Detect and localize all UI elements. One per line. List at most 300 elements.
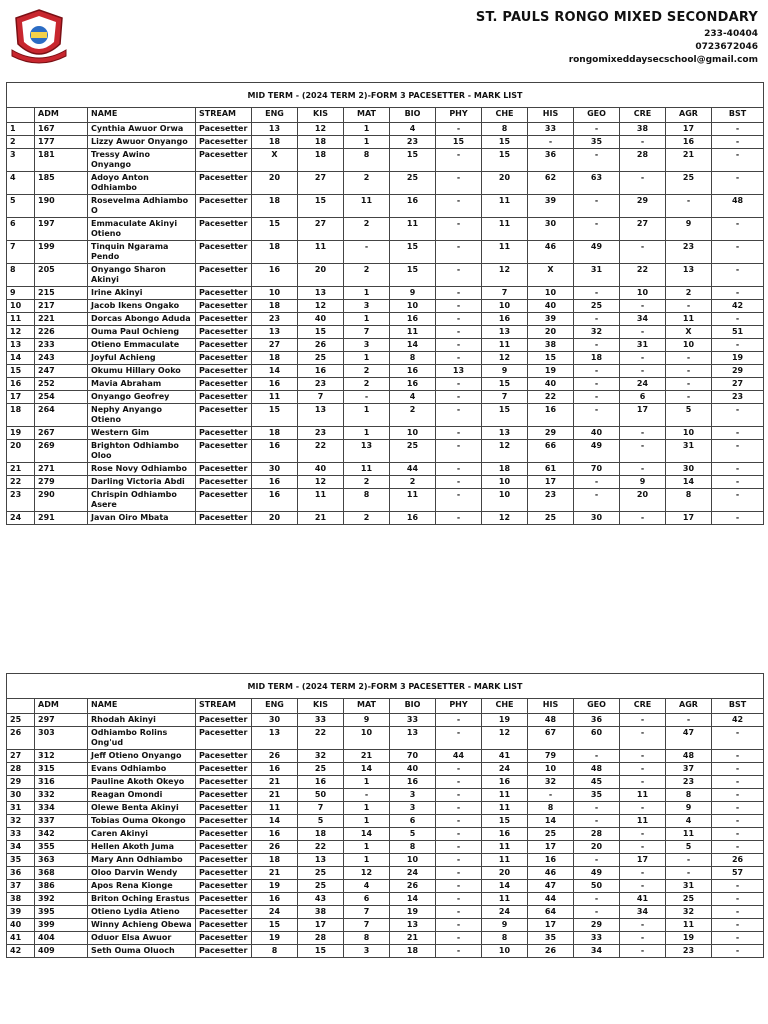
- table-cell: Pacesetter: [196, 945, 252, 958]
- table-cell: 18: [252, 136, 298, 149]
- column-header-row: [7, 108, 764, 123]
- table-cell: -: [620, 828, 666, 841]
- table-row: [7, 815, 764, 828]
- table-cell: 35: [574, 136, 620, 149]
- table-cell: 10: [666, 427, 712, 440]
- table-cell: -: [436, 763, 482, 776]
- table-cell: 46: [528, 867, 574, 880]
- table-cell: -: [666, 378, 712, 391]
- table-cell: 35: [574, 789, 620, 802]
- column-header: ADM: [35, 699, 88, 714]
- table-cell: 13: [298, 287, 344, 300]
- student-name-cell: Odhiambo Rolins Ong'ud: [88, 727, 196, 750]
- table-cell: 7: [344, 906, 390, 919]
- table-cell: -: [436, 828, 482, 841]
- table-cell: -: [712, 149, 764, 172]
- table-cell: 6: [7, 218, 35, 241]
- table-cell: 9: [390, 287, 436, 300]
- table-row: [7, 802, 764, 815]
- table-cell: 13: [390, 727, 436, 750]
- table-cell: 47: [666, 727, 712, 750]
- table-cell: 315: [35, 763, 88, 776]
- table-cell: 11: [482, 241, 528, 264]
- column-header: KIS: [298, 699, 344, 714]
- table-cell: 337: [35, 815, 88, 828]
- table-cell: 16: [482, 828, 528, 841]
- table-cell: 25: [298, 352, 344, 365]
- table-cell: 21: [252, 789, 298, 802]
- table-cell: 1: [344, 123, 390, 136]
- table-cell: 36: [7, 867, 35, 880]
- student-name-cell: Rhodah Akinyi: [88, 714, 196, 727]
- table-cell: 20: [482, 172, 528, 195]
- table-cell: 70: [390, 750, 436, 763]
- table-cell: 20: [574, 841, 620, 854]
- table-cell: 26: [298, 339, 344, 352]
- table-cell: -: [712, 815, 764, 828]
- table-cell: 16: [252, 378, 298, 391]
- table-cell: -: [666, 854, 712, 867]
- table-cell: 3: [7, 149, 35, 172]
- table-cell: 7: [482, 391, 528, 404]
- table-cell: 1: [7, 123, 35, 136]
- table-cell: 16: [390, 378, 436, 391]
- table-cell: 17: [528, 919, 574, 932]
- table-cell: 29: [528, 427, 574, 440]
- table-cell: -: [712, 264, 764, 287]
- table-cell: 11: [344, 463, 390, 476]
- table-cell: 18: [482, 463, 528, 476]
- table-cell: -: [436, 880, 482, 893]
- table-row: [7, 727, 764, 750]
- table-cell: -: [574, 906, 620, 919]
- table-row: [7, 391, 764, 404]
- table-cell: -: [574, 218, 620, 241]
- table-cell: 12: [344, 867, 390, 880]
- table-cell: 34: [574, 945, 620, 958]
- table-cell: 11: [482, 789, 528, 802]
- table-cell: 16: [252, 489, 298, 512]
- table-cell: 20: [528, 326, 574, 339]
- table-cell: 39: [528, 313, 574, 326]
- table-cell: 17: [666, 512, 712, 525]
- table-cell: -: [574, 195, 620, 218]
- table-cell: 16: [252, 264, 298, 287]
- table-cell: -: [712, 512, 764, 525]
- table-cell: 18: [252, 854, 298, 867]
- table-cell: 25: [390, 440, 436, 463]
- table-cell: -: [574, 489, 620, 512]
- table-row: [7, 776, 764, 789]
- table-cell: 13: [666, 264, 712, 287]
- table-cell: -: [436, 313, 482, 326]
- table-cell: 21: [344, 750, 390, 763]
- table-cell: 40: [298, 463, 344, 476]
- table-cell: 10: [482, 476, 528, 489]
- table-cell: 23: [528, 489, 574, 512]
- table-cell: 10: [390, 854, 436, 867]
- table-cell: 2: [344, 512, 390, 525]
- table-cell: 247: [35, 365, 88, 378]
- table-cell: 12: [298, 300, 344, 313]
- table-cell: 21: [252, 776, 298, 789]
- table-cell: 48: [666, 750, 712, 763]
- table-cell: 4: [666, 815, 712, 828]
- table-cell: 15: [298, 945, 344, 958]
- student-name-cell: Jacob Ikens Ongako: [88, 300, 196, 313]
- student-name-cell: Rose Novy Odhiambo: [88, 463, 196, 476]
- table-cell: Pacesetter: [196, 241, 252, 264]
- table-cell: 8: [344, 932, 390, 945]
- student-name-cell: Onyango Geofrey: [88, 391, 196, 404]
- table-cell: -: [620, 802, 666, 815]
- table-cell: -: [620, 919, 666, 932]
- table-cell: -: [436, 789, 482, 802]
- column-header: BST: [712, 699, 764, 714]
- table-cell: 409: [35, 945, 88, 958]
- table-cell: 26: [390, 880, 436, 893]
- column-header: CHE: [482, 699, 528, 714]
- table-cell: 15: [298, 195, 344, 218]
- table-cell: 16: [252, 440, 298, 463]
- table-cell: 40: [528, 378, 574, 391]
- table-cell: 15: [482, 404, 528, 427]
- table-cell: -: [666, 195, 712, 218]
- column-header: CRE: [620, 108, 666, 123]
- table-cell: -: [436, 218, 482, 241]
- table-cell: 185: [35, 172, 88, 195]
- table-cell: 20: [7, 440, 35, 463]
- table-cell: 16: [252, 828, 298, 841]
- table-cell: 332: [35, 789, 88, 802]
- table-cell: 13: [7, 339, 35, 352]
- student-name-cell: Lizzy Awuor Onyango: [88, 136, 196, 149]
- table-cell: 62: [528, 172, 574, 195]
- table-cell: -: [712, 172, 764, 195]
- table-cell: 10: [344, 727, 390, 750]
- table-cell: 404: [35, 932, 88, 945]
- table-cell: 26: [528, 945, 574, 958]
- table-cell: 22: [7, 476, 35, 489]
- table-cell: 31: [574, 264, 620, 287]
- table-cell: -: [712, 287, 764, 300]
- column-header: ENG: [252, 699, 298, 714]
- table-cell: 23: [390, 136, 436, 149]
- table-cell: -: [436, 241, 482, 264]
- table-row: [7, 750, 764, 763]
- table-cell: 30: [252, 463, 298, 476]
- table-cell: 60: [574, 727, 620, 750]
- table-cell: 25: [298, 867, 344, 880]
- student-name-cell: Oloo Darvin Wendy: [88, 867, 196, 880]
- table-cell: Pacesetter: [196, 919, 252, 932]
- table-cell: 19: [482, 714, 528, 727]
- student-name-cell: Reagan Omondi: [88, 789, 196, 802]
- table-cell: 7: [298, 391, 344, 404]
- column-header: KIS: [298, 108, 344, 123]
- table-cell: 70: [574, 463, 620, 476]
- table-cell: 363: [35, 854, 88, 867]
- table-cell: 31: [620, 339, 666, 352]
- table-cell: 47: [528, 880, 574, 893]
- table-cell: 21: [390, 932, 436, 945]
- table-cell: 9: [666, 218, 712, 241]
- table-row: [7, 352, 764, 365]
- table-cell: 50: [574, 880, 620, 893]
- table-cell: 1: [344, 815, 390, 828]
- table-cell: 269: [35, 440, 88, 463]
- table-cell: 18: [252, 352, 298, 365]
- table-cell: 30: [252, 714, 298, 727]
- table-row: [7, 932, 764, 945]
- table-cell: -: [436, 149, 482, 172]
- table-cell: 14: [482, 880, 528, 893]
- table-cell: -: [712, 893, 764, 906]
- column-header: PHY: [436, 108, 482, 123]
- table-cell: 16: [482, 776, 528, 789]
- table-cell: 25: [298, 763, 344, 776]
- table-cell: Pacesetter: [196, 789, 252, 802]
- table-cell: 16: [252, 763, 298, 776]
- table-cell: 25: [666, 893, 712, 906]
- table-cell: 2: [344, 365, 390, 378]
- table-cell: -: [574, 287, 620, 300]
- table-cell: 24: [7, 512, 35, 525]
- table-cell: 2: [7, 136, 35, 149]
- table-cell: -: [574, 854, 620, 867]
- table-cell: -: [712, 136, 764, 149]
- table-cell: Pacesetter: [196, 149, 252, 172]
- table-row: [7, 919, 764, 932]
- table-cell: -: [436, 463, 482, 476]
- table-cell: -: [620, 512, 666, 525]
- table-cell: 14: [344, 828, 390, 841]
- student-name-cell: Mavia Abraham: [88, 378, 196, 391]
- table-cell: 12: [482, 264, 528, 287]
- table-cell: 28: [574, 828, 620, 841]
- table-cell: 10: [528, 287, 574, 300]
- table-cell: 40: [298, 313, 344, 326]
- table-cell: 24: [620, 378, 666, 391]
- table-cell: 8: [666, 789, 712, 802]
- table-cell: -: [712, 489, 764, 512]
- table-cell: 8: [390, 352, 436, 365]
- student-name-cell: Chrispin Odhiambo Asere: [88, 489, 196, 512]
- table-cell: 16: [252, 476, 298, 489]
- table-cell: -: [436, 172, 482, 195]
- table-cell: 12: [482, 440, 528, 463]
- student-name-cell: Seth Ouma Oluoch: [88, 945, 196, 958]
- table-cell: 334: [35, 802, 88, 815]
- table-cell: 3: [344, 339, 390, 352]
- table-cell: 252: [35, 378, 88, 391]
- table-cell: 41: [482, 750, 528, 763]
- table-cell: 11: [482, 841, 528, 854]
- student-name-cell: Javan Oiro Mbata: [88, 512, 196, 525]
- table-cell: -: [436, 300, 482, 313]
- table-cell: 28: [620, 149, 666, 172]
- table-cell: 13: [436, 365, 482, 378]
- table-row: [7, 880, 764, 893]
- table-cell: 16: [528, 854, 574, 867]
- table-row: [7, 287, 764, 300]
- table-cell: 7: [7, 241, 35, 264]
- table-cell: -: [436, 893, 482, 906]
- table-cell: 45: [574, 776, 620, 789]
- column-header: STREAM: [196, 108, 252, 123]
- table-cell: 17: [666, 123, 712, 136]
- table-row: [7, 264, 764, 287]
- table-cell: 16: [7, 378, 35, 391]
- table-cell: 10: [390, 427, 436, 440]
- table-row: [7, 218, 764, 241]
- table-cell: 11: [7, 313, 35, 326]
- table-cell: 22: [298, 727, 344, 750]
- table-cell: 36: [574, 714, 620, 727]
- table-cell: 11: [298, 241, 344, 264]
- table-cell: 27: [298, 172, 344, 195]
- table-cell: -: [712, 727, 764, 750]
- table-cell: 4: [390, 123, 436, 136]
- table-cell: Pacesetter: [196, 828, 252, 841]
- table-cell: 23: [252, 313, 298, 326]
- table-cell: 25: [390, 172, 436, 195]
- table-cell: 9: [482, 919, 528, 932]
- table-cell: -: [344, 391, 390, 404]
- table-cell: 8: [390, 841, 436, 854]
- table-cell: 27: [298, 218, 344, 241]
- table-cell: -: [436, 287, 482, 300]
- table-cell: 6: [620, 391, 666, 404]
- table-cell: 2: [344, 378, 390, 391]
- table-cell: -: [712, 789, 764, 802]
- table-cell: 11: [390, 326, 436, 339]
- table-cell: 48: [574, 763, 620, 776]
- table-cell: 7: [344, 326, 390, 339]
- table-row: [7, 463, 764, 476]
- table-title: MID TERM - (2024 TERM 2)-FORM 3 PACESETTER - MARK LIST: [7, 83, 764, 108]
- table-cell: 21: [666, 149, 712, 172]
- table-cell: 3: [390, 789, 436, 802]
- table-cell: 40: [390, 763, 436, 776]
- table-cell: 20: [620, 489, 666, 512]
- table-cell: 5: [666, 841, 712, 854]
- table-cell: 13: [252, 727, 298, 750]
- table-cell: 34: [7, 841, 35, 854]
- table-cell: 40: [528, 300, 574, 313]
- table-cell: 18: [252, 195, 298, 218]
- table-cell: -: [436, 264, 482, 287]
- table-cell: 9: [666, 802, 712, 815]
- school-phone: 0723672046: [695, 42, 758, 52]
- table-cell: 291: [35, 512, 88, 525]
- table-cell: Pacesetter: [196, 427, 252, 440]
- school-info: [476, 10, 758, 67]
- table-cell: 15: [7, 365, 35, 378]
- table-cell: -: [436, 489, 482, 512]
- student-name-cell: Onyango Sharon Akinyi: [88, 264, 196, 287]
- table-cell: 35: [528, 932, 574, 945]
- table-cell: -: [528, 136, 574, 149]
- table-cell: 22: [298, 440, 344, 463]
- table-cell: 38: [298, 906, 344, 919]
- table-cell: -: [620, 763, 666, 776]
- table-cell: -: [436, 404, 482, 427]
- table-cell: 8: [344, 489, 390, 512]
- table-cell: 12: [298, 476, 344, 489]
- table-cell: 27: [252, 339, 298, 352]
- student-name-cell: Adoyo Anton Odhiambo: [88, 172, 196, 195]
- table-cell: Pacesetter: [196, 463, 252, 476]
- table-cell: 19: [712, 352, 764, 365]
- table-cell: 1: [344, 802, 390, 815]
- table-cell: 197: [35, 218, 88, 241]
- table-row: [7, 241, 764, 264]
- table-cell: Pacesetter: [196, 512, 252, 525]
- table-cell: 35: [7, 854, 35, 867]
- table-cell: -: [436, 932, 482, 945]
- table-cell: 19: [252, 880, 298, 893]
- student-name-cell: Nephy Anyango Otieno: [88, 404, 196, 427]
- table-row: [7, 427, 764, 440]
- table-cell: 18: [298, 828, 344, 841]
- table-cell: 33: [298, 714, 344, 727]
- column-header: [7, 699, 35, 714]
- table-cell: 8: [252, 945, 298, 958]
- table-cell: Pacesetter: [196, 123, 252, 136]
- table-cell: 2: [344, 218, 390, 241]
- table-cell: 1: [344, 427, 390, 440]
- table-cell: -: [620, 727, 666, 750]
- table-cell: 199: [35, 241, 88, 264]
- table-cell: 2: [344, 264, 390, 287]
- table-row: [7, 404, 764, 427]
- table-cell: 27: [7, 750, 35, 763]
- table-cell: X: [252, 149, 298, 172]
- table-cell: -: [436, 326, 482, 339]
- table-cell: -: [666, 365, 712, 378]
- table-cell: 190: [35, 195, 88, 218]
- student-name-cell: Tinquin Ngarama Pendo: [88, 241, 196, 264]
- table-cell: -: [666, 352, 712, 365]
- table-cell: 16: [390, 776, 436, 789]
- student-name-cell: Olewe Benta Akinyi: [88, 802, 196, 815]
- table-row: [7, 512, 764, 525]
- table-cell: 18: [7, 404, 35, 427]
- table-cell: 14: [252, 815, 298, 828]
- table-cell: 41: [7, 932, 35, 945]
- table-cell: 31: [666, 440, 712, 463]
- table-cell: Pacesetter: [196, 854, 252, 867]
- table-row: [7, 378, 764, 391]
- table-cell: -: [574, 391, 620, 404]
- table-cell: Pacesetter: [196, 841, 252, 854]
- table-cell: 30: [528, 218, 574, 241]
- table-cell: -: [436, 802, 482, 815]
- table-cell: 14: [390, 893, 436, 906]
- table-cell: 17: [528, 476, 574, 489]
- table-cell: 15: [482, 136, 528, 149]
- table-cell: 51: [712, 326, 764, 339]
- table-cell: -: [620, 945, 666, 958]
- table-cell: 11: [482, 854, 528, 867]
- student-name-cell: Otieno Lydia Atieno: [88, 906, 196, 919]
- table-cell: 32: [666, 906, 712, 919]
- table-cell: 24: [482, 763, 528, 776]
- table-cell: 4: [7, 172, 35, 195]
- table-cell: 38: [620, 123, 666, 136]
- table-cell: 2: [666, 287, 712, 300]
